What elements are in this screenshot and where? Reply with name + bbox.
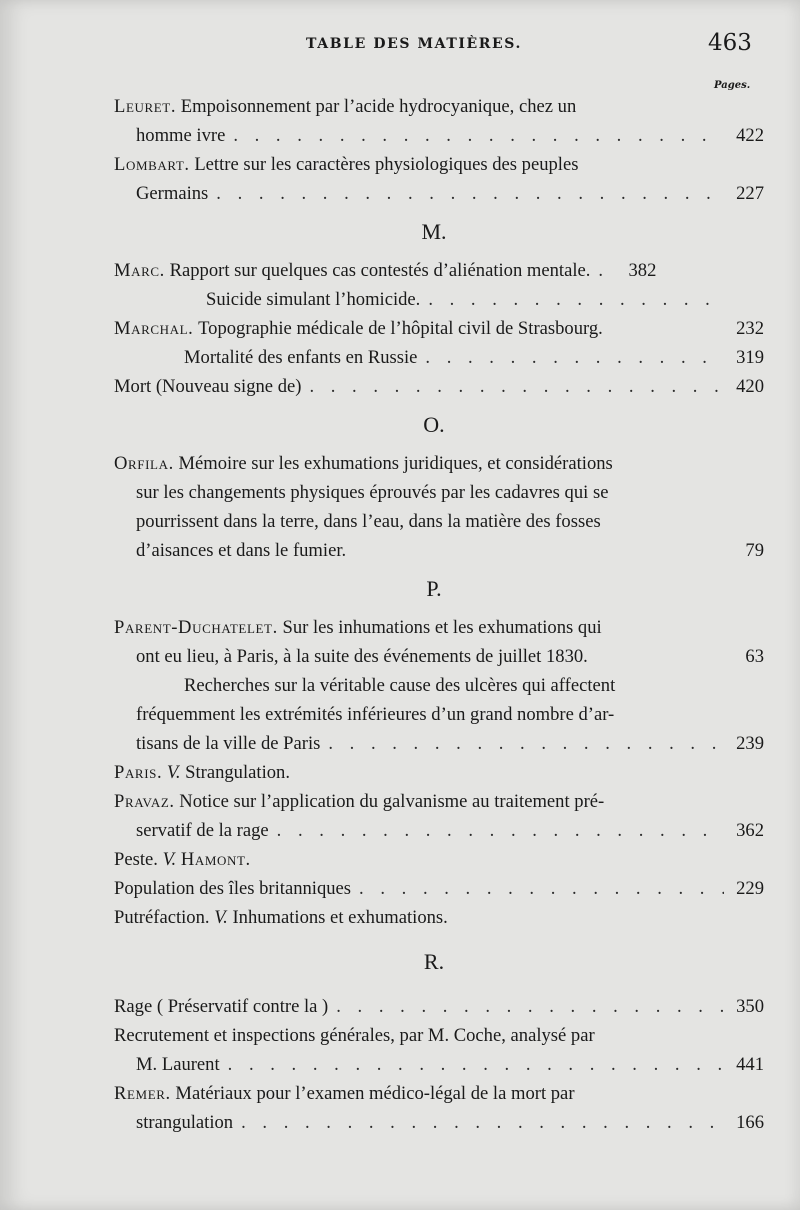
entry-text: strangulation — [136, 1112, 234, 1133]
entry-text: M. Laurent — [136, 1054, 220, 1075]
entry-text: fréquemment les extrémités inférieures d’un grand nombre d’ar- — [136, 704, 615, 725]
index-entry-orfila — [114, 449, 764, 478]
entry-text: Mort (Nouveau signe de) — [114, 376, 302, 397]
page-ref: 319 — [736, 347, 764, 368]
entry-text: Empoisonnement par l’acide hydrocyanique, chez un — [180, 96, 577, 117]
index-entry-recherches-cont — [136, 729, 764, 758]
leader-dots — [428, 285, 724, 314]
pages-column-label: Pages. — [714, 80, 751, 91]
entry-text: Mémoire sur les exhumations juridiques, et considérations — [178, 453, 613, 474]
section-heading-m: M. — [421, 219, 447, 244]
entry-text: Recrutement et inspections générales, par M. Coche, analysé par — [114, 1025, 595, 1046]
index-entry-rage — [114, 992, 764, 1021]
author-name: Remer. — [114, 1083, 171, 1104]
leader-dots — [216, 179, 724, 208]
page-ref: 166 — [736, 1112, 764, 1133]
author-name: Pravaz. — [114, 791, 175, 812]
entry-text: sur les changements physiques éprouvés par les cadavres qui se — [136, 482, 609, 503]
page-ref: 232 — [736, 318, 764, 339]
entry-text: Topographie médicale de l’hôpital civil de Strasbourg. — [198, 318, 603, 339]
section-heading-o: O. — [423, 412, 445, 437]
page-ref: 229 — [736, 878, 764, 899]
entry-text: Strangulation. — [185, 762, 290, 783]
leader-dots — [336, 992, 724, 1021]
leader-dots — [228, 1050, 724, 1079]
index-entry-paris — [114, 758, 764, 787]
entry-text: homme ivre — [136, 125, 226, 146]
author-name: Marchal. — [114, 318, 194, 339]
leader-dots — [359, 874, 724, 903]
entry-text: Suicide simulant l’homicide. — [206, 289, 421, 310]
page-ref: 382 — [628, 260, 657, 281]
page-ref: 350 — [736, 996, 764, 1017]
entry-text: Germains — [136, 183, 209, 204]
entry-text: servatif de la rage — [136, 820, 269, 841]
page-ref: 79 — [745, 540, 764, 561]
author-name: Orfila. — [114, 453, 174, 474]
index-entry-lombart — [114, 150, 764, 179]
index-entry-marc — [114, 256, 764, 285]
entry-text: Rage ( Préservatif contre la ) — [114, 996, 329, 1017]
cross-reference: Hamont. — [180, 849, 251, 870]
leader-dots — [241, 1108, 724, 1137]
page-ref: 420 — [736, 376, 764, 397]
entry-text: Matériaux pour l’examen médico-légal de la mort par — [175, 1083, 575, 1104]
author-name: Marc. — [114, 260, 165, 281]
index-entry-pravaz — [114, 787, 764, 816]
entry-text: Putréfaction. — [114, 907, 210, 928]
index-entry-leuret — [114, 92, 696, 121]
see-reference: V. — [166, 762, 181, 783]
leader-dots — [328, 729, 724, 758]
index-entry-recrutement — [114, 1021, 764, 1050]
entry-text: Population des îles britanniques — [114, 878, 352, 899]
page-ref: 227 — [736, 183, 764, 204]
author-name: Parent-Duchatelet. — [114, 617, 278, 638]
index-entry-suicide — [206, 285, 764, 314]
author-name: Lombart. — [114, 154, 190, 175]
index-entry-orfila-cont — [136, 478, 764, 507]
page-ref: 239 — [736, 733, 764, 754]
entry-text: Sur les inhumations et les exhumations qui — [282, 617, 602, 638]
index-entry-mort — [114, 372, 764, 401]
page-ref: 63 — [745, 646, 764, 667]
entry-text: Peste. — [114, 849, 158, 870]
index-entry-population — [114, 874, 764, 903]
cross-reference: Inhumations et exhumations. — [232, 907, 448, 928]
index-entry-pravaz-cont — [136, 816, 764, 845]
page-header — [0, 30, 800, 70]
leader-dots — [598, 256, 616, 285]
section-heading-p: P. — [426, 576, 442, 601]
entry-text: Mortalité des enfants en Russie — [184, 347, 418, 368]
index-entry-remer-cont — [136, 1108, 764, 1137]
index-entry-recrutement-cont — [136, 1050, 764, 1079]
page-ref: 441 — [736, 1054, 764, 1075]
entry-text: ont eu lieu, à Paris, à la suite des événements de juillet 1830. — [136, 646, 588, 667]
page-ref: 362 — [736, 820, 764, 841]
index-entry-lombart-cont — [136, 179, 764, 208]
entry-text: Notice sur l’application du galvanisme au traitement pré- — [179, 791, 605, 812]
index-entry-remer — [114, 1079, 764, 1108]
running-title: TABLE DES MATIÈRES. — [306, 36, 522, 52]
index-entry-recherches — [184, 671, 764, 700]
section-heading-r: R. — [423, 949, 445, 974]
index-entry-marchal — [114, 314, 764, 343]
entry-text: Recherches sur la véritable cause des ulcères qui affectent — [184, 675, 616, 696]
index-entry-orfila-cont — [136, 536, 764, 565]
index-entry-mortalite — [184, 343, 764, 372]
entry-text: pourrissent dans la terre, dans l’eau, dans la matière des fosses — [136, 511, 601, 532]
index-content — [114, 92, 764, 1137]
page-number: 463 — [708, 30, 752, 56]
index-entry-parent-duchatelet — [114, 613, 764, 642]
index-entry-orfila-cont — [136, 507, 764, 536]
entry-text: Rapport sur quelques cas contestés d’aliénation mentale. — [169, 260, 591, 281]
entry-text: tisans de la ville de Paris — [136, 733, 321, 754]
index-entry-peste — [114, 845, 764, 874]
index-entry-parent-duchatelet-cont — [136, 642, 764, 671]
leader-dots — [233, 121, 724, 150]
leader-dots — [425, 343, 724, 372]
author-name: Leuret. — [114, 96, 177, 117]
page-ref: 422 — [736, 125, 764, 146]
see-reference: V. — [214, 907, 228, 928]
author-name: Paris. — [114, 762, 163, 783]
leader-dots — [309, 372, 724, 401]
leader-dots — [277, 816, 724, 845]
index-entry-putrefaction — [114, 903, 764, 932]
index-entry-recherches-cont — [136, 700, 764, 729]
index-entry-leuret-cont — [136, 121, 764, 150]
entry-text: Lettre sur les caractères physiologiques des peuples — [194, 154, 579, 175]
entry-text: d’aisances et dans le fumier. — [136, 540, 347, 561]
see-reference: V. — [162, 849, 177, 870]
